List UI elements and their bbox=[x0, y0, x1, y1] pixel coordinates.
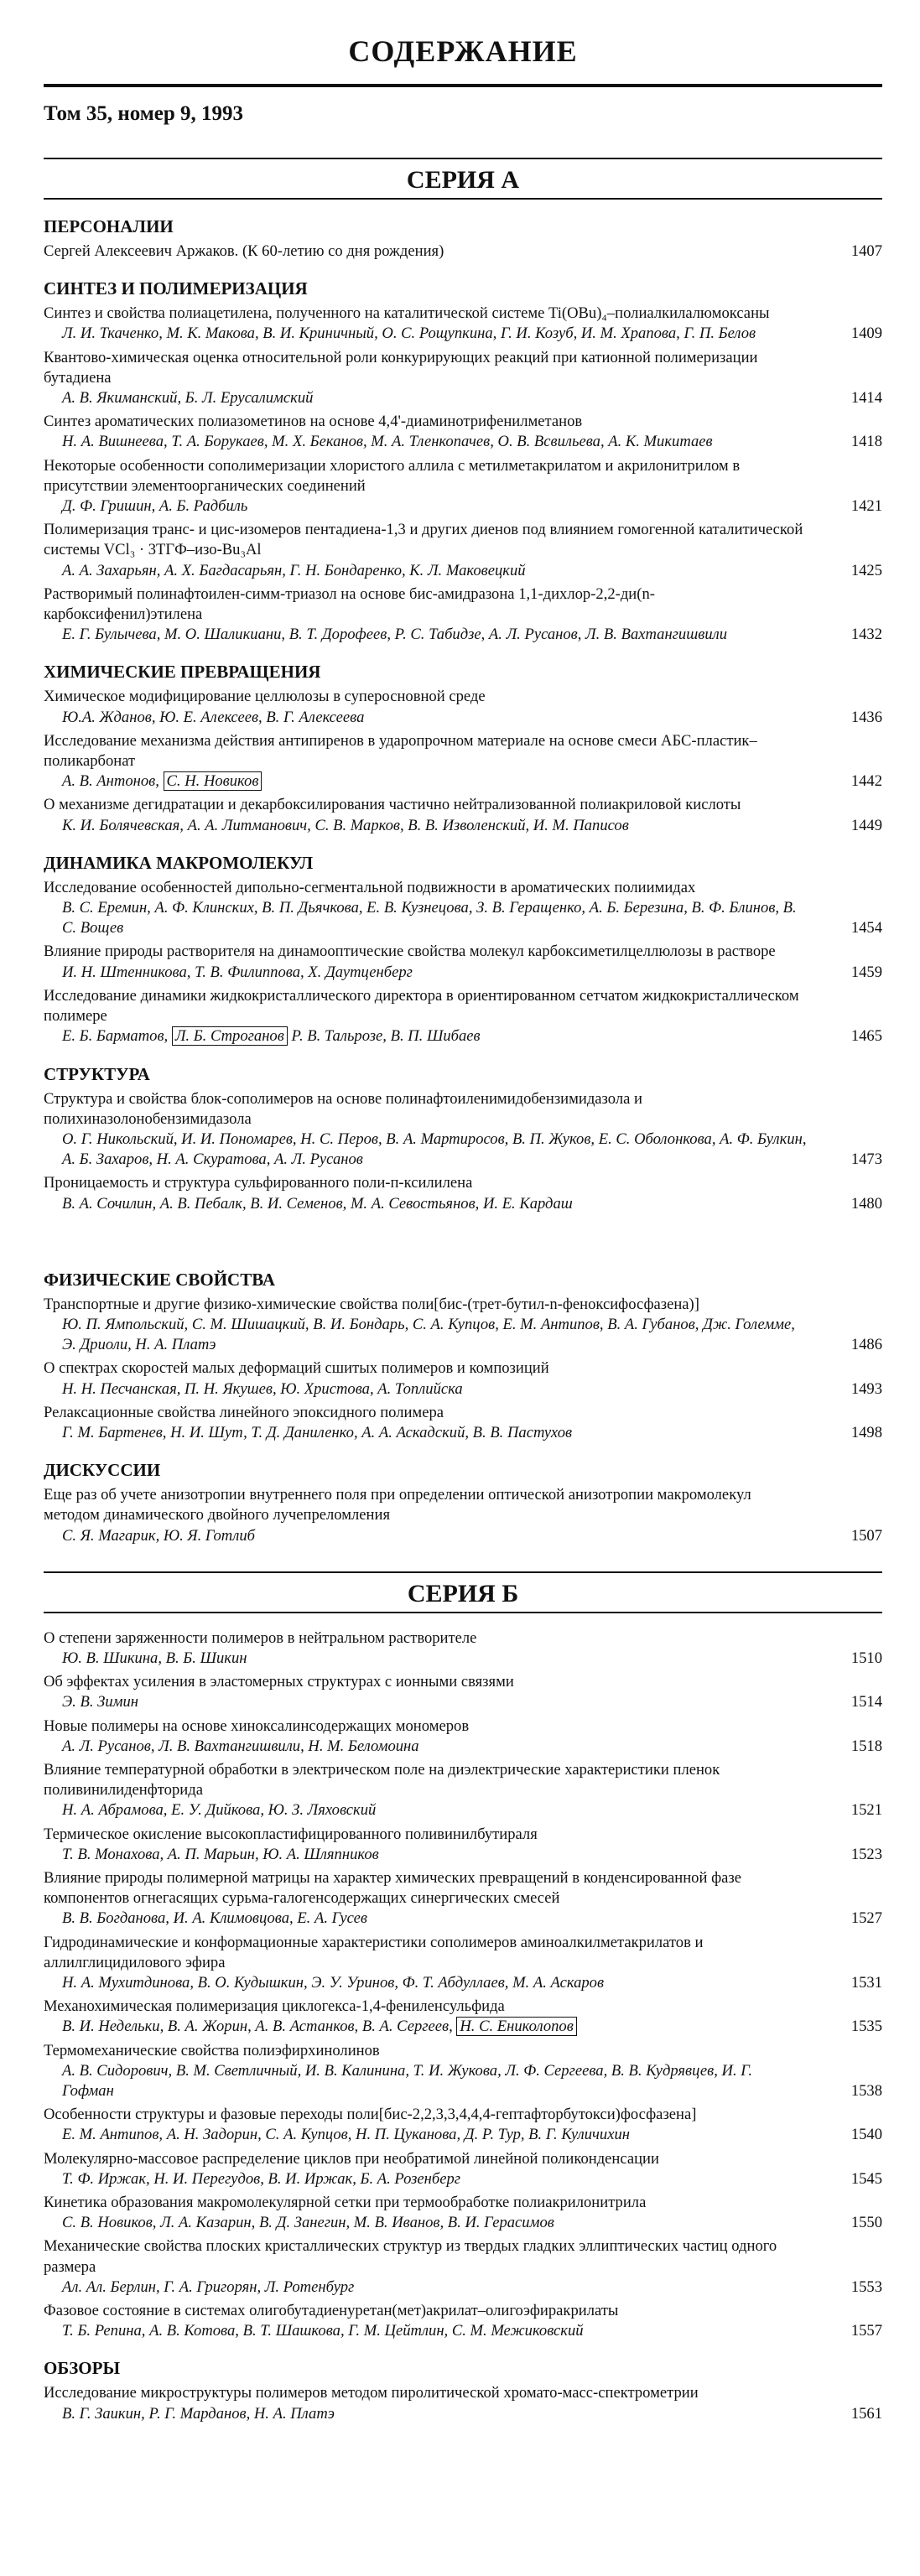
article-entry bbox=[44, 1485, 882, 1546]
article-title: Термомеханические свойства полиэфирхинолинов bbox=[44, 2041, 380, 2059]
page-number: 1498 bbox=[850, 1423, 882, 1441]
article-entry bbox=[44, 348, 882, 409]
article-authors: Л. И. Ткаченко, М. К. Макова, В. И. Криничный, О. С. Рощупкина, Г. И. Козуб, И. М. Храпова, Г. П. Белов bbox=[62, 325, 756, 343]
page-number: 1486 bbox=[850, 1336, 882, 1354]
section-title: СИНТЕЗ И ПОЛИМЕРИЗАЦИЯ bbox=[44, 278, 308, 299]
article-title: Исследование механизма действия антипиренов в ударопрочном материале на основе смеси АБС-пластик–поликарбонат bbox=[44, 731, 757, 771]
page-number: 1540 bbox=[850, 2126, 882, 2144]
article-title: Исследование микроструктуры полимеров методом пиролитической хромато-масс-спектрометрии bbox=[44, 2384, 699, 2402]
page-number: 1510 bbox=[850, 1649, 882, 1667]
article-title: Фазовое состояние в системах олигобутадиенуретан(мет)акрилат–олигоэфиракрилаты bbox=[44, 2302, 619, 2320]
section-gap bbox=[44, 1214, 882, 1253]
page-number: 1553 bbox=[850, 2277, 882, 2296]
article-authors: Е. М. Антипов, А. Н. Задорин, С. А. Купцов, Н. П. Цуканова, Д. Р. Тур, В. Г. Куличихин bbox=[62, 2126, 630, 2144]
article-authors: А. Л. Русанов, Л. В. Вахтангишвили, Н. М. Беломоина bbox=[62, 1737, 419, 1755]
article-entry bbox=[44, 2041, 882, 2102]
article-entry bbox=[44, 1760, 882, 1821]
article-title: Гидродинамические и конформационные характеристики сополимеров аминоалкилметакрилатов и аллилглицидилового эфира bbox=[44, 1933, 704, 1971]
article-title: Химическое модифицирование целлюлозы в суперосновной среде bbox=[44, 688, 486, 706]
article-authors: Ю.А. Жданов, Ю. Е. Алексеев, В. Г. Алексеева bbox=[62, 708, 365, 726]
article-title: О степени заряженности полимеров в нейтральном растворителе bbox=[44, 1628, 477, 1647]
volume-info: Том 35, номер 9, 1993 bbox=[44, 102, 244, 125]
article-title: Исследование динамики жидкокристаллического директора в ориентированном сетчатом жидкокристаллическом полимере bbox=[44, 986, 799, 1026]
article-title: Проницаемость и структура сульфированного поли-п-ксилилена bbox=[44, 1174, 473, 1192]
article-authors: И. Н. Штенникова, Т. В. Филиппова, Х. Даутценберг bbox=[62, 963, 413, 981]
article-authors: К. И. Болячевская, А. А. Литманович, С. В. Марков, В. В. Изволенский, И. М. Паписов bbox=[62, 816, 629, 834]
article-title: Механические свойства плоских кристаллических структур из твердых гладких эллиптических частиц одного размера bbox=[44, 2237, 777, 2276]
page-number: 1521 bbox=[850, 1801, 882, 1820]
article-title: Влияние природы полимерной матрицы на характер химических превращений в конденсированной фазе компонентов огнегасящих сурьма-галогенсодержащих синергических смесей bbox=[44, 1868, 741, 1908]
page-number: 1545 bbox=[850, 2169, 882, 2188]
page-number: 1514 bbox=[850, 1693, 882, 1711]
article-entry bbox=[44, 2236, 882, 2298]
article-entry bbox=[44, 1997, 882, 2037]
article-entry bbox=[44, 1173, 882, 1213]
title-rule bbox=[44, 84, 882, 87]
page-number: 1527 bbox=[850, 1909, 882, 1928]
article-entry bbox=[44, 1089, 882, 1171]
article-authors: Ю. В. Шикина, В. Б. Шикин bbox=[62, 1649, 247, 1667]
page-number: 1531 bbox=[850, 1974, 882, 1992]
article-authors: Н. А. Вишнеева, Т. А. Борукаев, М. Х. Беканов, М. А. Тленкопачев, О. В. Всвильева, А. К. Микитаев bbox=[62, 433, 713, 451]
section-title: ХИМИЧЕСКИЕ ПРЕВРАЩЕНИЯ bbox=[44, 662, 321, 683]
article-entry bbox=[44, 878, 882, 939]
article-entry bbox=[44, 2301, 882, 2341]
article-entry bbox=[44, 2193, 882, 2233]
page-number: 1459 bbox=[850, 963, 882, 981]
article-title: Структура и свойства блок-сополимеров на основе полинафтоиленимидобензимидазола и полихиназолонобензимидазола bbox=[44, 1089, 642, 1128]
section-title: СТРУКТУРА bbox=[44, 1063, 150, 1084]
article-entry bbox=[44, 1295, 882, 1356]
series-title: СЕРИЯ Б bbox=[407, 1579, 519, 1607]
article-authors: Н. А. Мухитдинова, В. О. Кудышкин, Э. У. Уринов, Ф. Т. Абдуллаев, М. А. Аскаров bbox=[62, 1974, 605, 1992]
article-entry bbox=[44, 2105, 882, 2145]
page-number: 1550 bbox=[850, 2214, 882, 2232]
article-entry bbox=[44, 304, 882, 344]
page-number: 1465 bbox=[850, 1027, 882, 1046]
article-authors: А. В. Сидорович, В. М. Светличный, И. В. Калинина, Т. И. Жукова, Л. Ф. Сергеева, В. В. Кудрявцев, И. Г. Гофман bbox=[62, 2061, 753, 2101]
article-entry bbox=[44, 2149, 882, 2189]
article-authors: Т. Ф. Иржак, Н. И. Перегудов, В. И. Иржак, Б. А. Розенберг bbox=[62, 2169, 461, 2188]
section-title: ПЕРСОНАЛИИ bbox=[44, 216, 174, 236]
page-number: 1432 bbox=[850, 626, 882, 644]
article-entry bbox=[44, 795, 882, 835]
article-authors: Г. М. Бартенев, Н. И. Шут, Т. Д. Даниленко, А. А. Аскадский, В. В. Пастухов bbox=[62, 1423, 573, 1441]
article-title: Исследование особенностей дипольно-сегментальной подвижности в ароматических полиимидах bbox=[44, 878, 696, 896]
article-entry bbox=[44, 2383, 882, 2423]
article-title: Сергей Алексеевич Аржаков. (К 60-летию со дня рождения) bbox=[44, 242, 444, 260]
article-authors: С. В. Новиков, Л. А. Казарин, В. Д. Занегин, М. В. Иванов, В. И. Герасимов bbox=[62, 2214, 554, 2232]
article-entry bbox=[44, 456, 882, 517]
page-number: 1518 bbox=[850, 1737, 882, 1755]
article-authors: С. Я. Магарик, Ю. Я. Готлиб bbox=[62, 1526, 255, 1545]
section-title: ОБЗОРЫ bbox=[44, 2358, 121, 2379]
article-authors: В. С. Еремин, А. Ф. Клинских, В. П. Дьячкова, Е. В. Кузнецова, З. В. Геращенко, А. Б. Березина, В. Ф. Блинов, В. С. Вощев bbox=[62, 899, 797, 937]
series-container bbox=[44, 158, 882, 2424]
page-number: 1436 bbox=[850, 708, 882, 726]
section-spacer bbox=[44, 1613, 882, 1625]
article-title: Молекулярно-массовое распределение циклов при необратимой линейной поликонденсации bbox=[44, 2149, 659, 2168]
article-title: Еще раз об учете анизотропии внутреннего поля при определении оптической анизотропии макромолекул методом динамического двойного лучепреломления bbox=[44, 1486, 751, 1524]
page-number: 1442 bbox=[850, 772, 882, 791]
page-number: 1473 bbox=[850, 1150, 882, 1169]
article-authors: Н. Н. Песчанская, П. Н. Якушев, Ю. Христова, А. Топлийска bbox=[62, 1379, 463, 1398]
article-entry bbox=[44, 1628, 882, 1669]
article-title: Транспортные и другие физико-химические свойства поли[бис-(трет-бутил-n-феноксифосфазена)] bbox=[44, 1295, 699, 1313]
page-number: 1407 bbox=[850, 242, 882, 260]
article-authors: Д. Ф. Гришин, А. Б. Радбиль bbox=[62, 497, 248, 516]
article-entry bbox=[44, 242, 882, 262]
article-authors: Е. Г. Булычева, М. О. Шаликиани, В. Т. Дорофеев, Р. С. Табидзе, А. Л. Русанов, Л. В. Вахтангишвили bbox=[62, 626, 728, 644]
page-number: 1480 bbox=[850, 1194, 882, 1213]
article-title: Полимеризация транс- и цис-изомеров пентадиена-1,3 и других диенов под влиянием гомогенной каталитической системы VCl₃ · 3ТГФ–изо-Bu₃Al bbox=[44, 521, 803, 559]
article-entry bbox=[44, 1933, 882, 1994]
page-number: 1538 bbox=[850, 2082, 882, 2101]
article-authors: Е. Б. Барматов, Л. Б. Строганов Р. В. Тальрозе, В. П. Шибаев bbox=[62, 1027, 481, 1046]
series-title: СЕРИЯ А bbox=[406, 166, 520, 194]
article-entry bbox=[44, 1672, 882, 1712]
series-rule-bottom bbox=[44, 198, 882, 200]
article-authors: Ал. Ал. Берлин, Г. А. Григорян, Л. Ротенбург bbox=[62, 2277, 355, 2296]
article-authors: Т. В. Монахова, А. П. Марьин, Ю. А. Шляпников bbox=[62, 1845, 379, 1863]
page-number: 1535 bbox=[850, 2018, 882, 2036]
page-number: 1557 bbox=[850, 2322, 882, 2340]
article-title: Влияние природы растворителя на динамооптические свойства молекул карбоксиметилцеллюлозы в растворе bbox=[44, 943, 776, 961]
article-authors: А. В. Якиманский, Б. Л. Ерусалимский bbox=[62, 389, 314, 408]
article-entry bbox=[44, 687, 882, 727]
page-number: 1493 bbox=[850, 1379, 882, 1398]
article-title: Синтез и свойства полиацетилена, полученного на каталитической системе Ti(OBu)₄–полиалкилалюмоксаны bbox=[44, 304, 770, 323]
article-authors: А. В. Антонов, С. Н. Новиков bbox=[44, 771, 807, 792]
article-title: Новые полимеры на основе хиноксалинсодержащих мономеров bbox=[44, 1716, 470, 1735]
page-number: 1454 bbox=[850, 919, 882, 937]
page-number: 1421 bbox=[850, 497, 882, 516]
article-entry bbox=[44, 1825, 882, 1865]
series-header bbox=[44, 1571, 882, 1613]
article-entry bbox=[44, 1358, 882, 1399]
article-title: О спектрах скоростей малых деформаций сшитых полимеров и композиций bbox=[44, 1359, 549, 1378]
article-authors: В. А. Сочилин, А. В. Пебалк, В. И. Семенов, М. А. Севостьянов, И. Е. Кардаш bbox=[62, 1194, 573, 1213]
article-entry bbox=[44, 986, 882, 1047]
series-header bbox=[44, 158, 882, 200]
article-authors: В. И. Недельки, В. А. Жорин, А. В. Астанков, В. А. Сергеев, Н. С. Ениколопов bbox=[44, 2017, 807, 2037]
article-authors: В. В. Богданова, И. А. Климовцова, Е. А. Гусев bbox=[62, 1909, 367, 1928]
article-title: Механохимическая полимеризация циклогекса-1,4-фениленсульфида bbox=[44, 1997, 505, 2016]
article-entry bbox=[44, 412, 882, 452]
page-number: 1418 bbox=[850, 433, 882, 451]
section-title: ФИЗИЧЕСКИЕ СВОЙСТВА bbox=[44, 1269, 276, 1290]
article-authors: Н. А. Абрамова, Е. У. Дийкова, Ю. З. Ляховский bbox=[62, 1801, 377, 1820]
page-number: 1449 bbox=[850, 816, 882, 834]
article-entry bbox=[44, 520, 882, 581]
article-title: Термическое окисление высокопластифицированного поливинилбутираля bbox=[44, 1825, 538, 1843]
article-title: Релаксационные свойства линейного эпоксидного полимера bbox=[44, 1403, 444, 1421]
memorial-box: Н. С. Ениколопов bbox=[456, 2017, 576, 2036]
article-entry bbox=[44, 584, 882, 646]
article-authors: О. Г. Никольский, И. И. Пономарев, Н. С. Перов, В. А. Мартиросов, В. П. Жуков, Е. С. Оболонкова, А. Ф. Булкин, А. Б. Захаров, Н. А. Скуратова, А. Л. Русанов bbox=[62, 1130, 807, 1169]
page-number: 1425 bbox=[850, 561, 882, 579]
article-title: Растворимый полинафтоилен-симм-триазол на основе бис-амидразона 1,1-дихлор-2,2-ди(n-карбоксифенил)этилена bbox=[44, 584, 655, 624]
article-entry bbox=[44, 942, 882, 982]
page-number: 1523 bbox=[850, 1845, 882, 1863]
article-entry bbox=[44, 1403, 882, 1443]
memorial-box: С. Н. Новиков bbox=[164, 771, 262, 791]
section-title: ДИСКУССИИ bbox=[44, 1460, 161, 1481]
article-title: Синтез ароматических полиазометинов на основе 4,4'-диаминотрифенилметанов bbox=[44, 413, 583, 431]
article-title: Влияние температурной обработки в электрическом поле на диэлектрические характеристики пленок поливинилиденфторида bbox=[44, 1760, 720, 1800]
article-authors: Э. В. Зимин bbox=[62, 1693, 139, 1711]
section-title: ДИНАМИКА МАКРОМОЛЕКУЛ bbox=[44, 852, 314, 873]
article-authors: Т. Б. Репина, А. В. Котова, В. Т. Шашкова, Г. М. Цейтлин, С. М. Межиковский bbox=[62, 2322, 584, 2340]
article-entry bbox=[44, 731, 882, 792]
page-number: 1414 bbox=[850, 389, 882, 408]
article-authors: А. А. Захарьян, А. Х. Багдасарьян, Г. Н. Бондаренко, К. Л. Маковецкий bbox=[62, 561, 526, 579]
article-entry bbox=[44, 1868, 882, 1929]
article-title: Особенности структуры и фазовые переходы поли[бис-2,2,3,3,4,4,4-гептафторбутокси)фосфазена] bbox=[44, 2106, 697, 2124]
contents-page bbox=[44, 0, 882, 2424]
article-title: Об эффектах усиления в эластомерных структурах с ионными связями bbox=[44, 1673, 514, 1691]
article-authors: Ю. П. Ямпольский, С. М. Шишацкий, В. И. Бондарь, С. А. Купцов, Е. М. Антипов, В. А. Губанов, Дж. Големме, Э. Дриоли, Н. А. Платэ bbox=[62, 1315, 795, 1354]
article-title: О механизме дегидратации и декарбоксилирования частично нейтрализованной полиакриловой кислоты bbox=[44, 796, 741, 814]
article-entry bbox=[44, 1716, 882, 1757]
page-number: 1507 bbox=[850, 1526, 882, 1545]
article-title: Квантово-химическая оценка относительной роли конкурирующих реакций при катионной полимеризации бутадиена bbox=[44, 348, 758, 387]
page-number: 1409 bbox=[850, 325, 882, 343]
memorial-box: Л. Б. Строганов bbox=[172, 1026, 288, 1046]
page-title: СОДЕРЖАНИЕ bbox=[348, 34, 578, 68]
article-authors: В. Г. Заикин, Р. Г. Марданов, Н. А. Платэ bbox=[62, 2404, 335, 2423]
article-title: Кинетика образования макромолекулярной сетки при термообработке полиакрилонитрила bbox=[44, 2194, 647, 2212]
article-title: Некоторые особенности сополимеризации хлористого аллила с метилметакрилатом и акрилонитрилом в присутствии элементоорганических соединений bbox=[44, 456, 741, 495]
page-number: 1561 bbox=[850, 2404, 882, 2423]
